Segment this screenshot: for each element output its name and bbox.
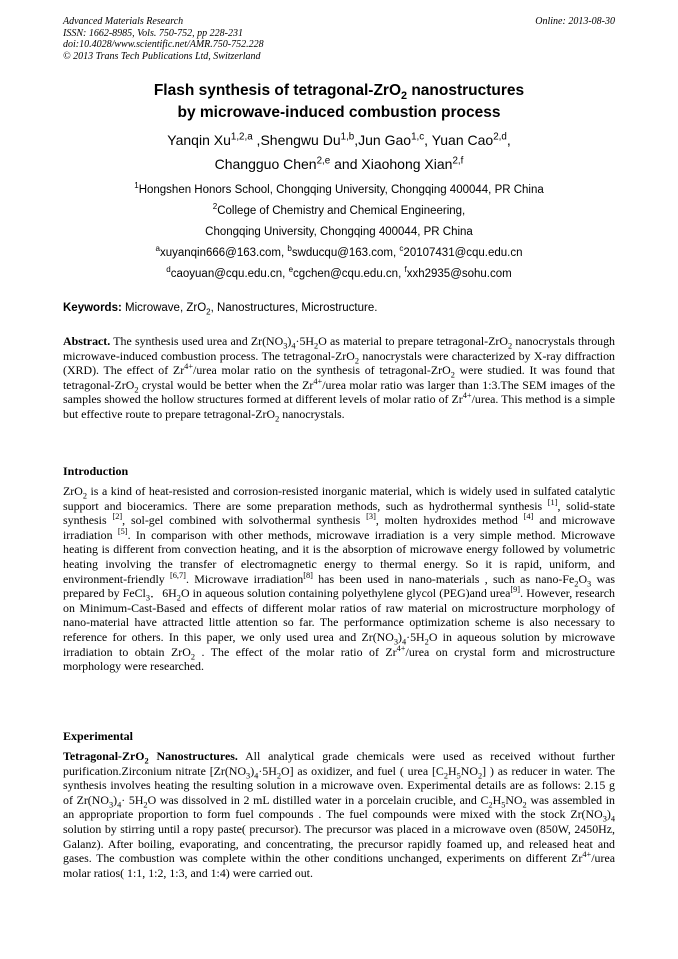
introduction-body: ZrO$_2$ is a kind of heat-resisted and corrosion-resisted inorganic material, which is widely used in sulfated catalytic support and bioceramics. There are some preparation methods, such as hydrothermal synthesis [1], solid-state synthesis [2], sol-gel combined with solvothermal synthesis [3], molten hydroxides method [4] and microwave irradiation [5]. In comparison with other methods, microwave irradiation is a very simple method. Microwave heating is different from convection heating, and it is the absorption of microwave energy followed by volumetric heating involving the transfer of electromagnetic energy to thermal energy. So it is rapid, uniform, and environment-friendly [6,7]. Microwave irradiation[8] has been used in nano-materials , such as nano-$Fe_2O_3$ was prepared by FeCl$_3$．$6H_2O$ in aqueous solution containing polyethylene glycol (PEG)and urea[9]. However, research on Minimum-Cast-Based and effects of different molar ratios of raw material on microstructure morphology of nano-material have attracted little attention so far. The performance optimization scheme is also necessary to reference for others. In this paper, we only used urea and $Zr(NO_3)_4\cdot 5H_2O$ in aqueous solution by microwave irradiation to obtain ZrO$_2$ . The effect of the molar ratio of $Zr^{4+}$/urea on crystal form and microstructure morphology were researched. [63,484,616,674]
journal-header [63,16,264,62]
issn: ISSN: 1662-8985, Vols. 750-752, pp 228-231 [63,27,243,39]
affiliation-2-address: Chongqing University, Chongqing 400044, PR China [205,226,473,238]
affiliation-1: $^1$Hongshen Honors School, Chongqing University, Chongqing 400044, PR China [134,181,544,196]
journal-name: Advanced Materials Research [63,16,184,27]
author: Jun Gao [358,132,412,148]
keywords: Keywords: Microwave, ZrO$_2$, Nanostructures, Microstructure. [63,302,378,317]
introduction-heading: Introduction [63,464,129,478]
citation: [6,7] [170,570,186,580]
copyright: © 2013 Trans Tech Publications Ltd, Switzerland [63,50,261,62]
citation: [4] [523,512,534,522]
author: Xiaohong Xian [361,156,453,172]
citation: [5] [117,526,128,536]
abstract: Abstract. The synthesis used urea and $Zr(NO_3)_4\cdot 5H_2O$ as material to prepare tetragonal-ZrO$_2$ nanocrystals through microwave-induced combustion process. The tetragonal-ZrO$_2$ nanocrystals were characterized by X-ray diffraction (XRD). The effect of $Zr^{4+}$/urea molar ratio on the synthesis of tetragonal-ZrO$_2$ were studied. It was found that tetragonal-ZrO$_2$ crystal would be better when the $Zr^{4+}$/urea molar ratio was larger than 1:3.The SEM images of the samples showed the hollow structures formed at different levels of molar ratio of $Zr^{4+}$/urea. This method is a simple but effective route to prepare tetragonal-ZrO$_2$ nanocrystals. [63,334,615,424]
author: Yanqin Xu [167,132,231,148]
citation: [2] [112,512,123,522]
author: Yuan Cao [431,132,494,148]
experimental-heading: Experimental [63,729,133,743]
online-date: Online: 2013-08-30 [535,16,615,27]
email-line-1: $^a$xuyanqin666@163.com, $^b$swducqu@163.com, $^c$20107431@cqu.edu.cn [155,244,523,259]
email-line-2: $^d$caoyuan@cqu.edu.cn, $^e$cgchen@cqu.edu.cn, $^f$xxh2935@sohu.com [166,265,512,280]
subsection-title: Tetragonal-ZrO$_2$ Nanostructures. [63,749,238,766]
affiliation-2: $^2$College of Chemistry and Chemical Engineering, [212,202,466,217]
citation: [3] [366,512,376,522]
author-list: Yanqin Xu$^{1,2,a}$ ,Shengwu Du$^{1,b}$,Jun Gao$^{1,c}$, Yuan Cao$^{2,d}$, Changguo Chen$^{2,e}$ and Xiaohong Xian$^{2,f}$ [167,131,511,172]
author: Shengwu Du [260,132,341,148]
paper-title: Flash synthesis of tetragonal-ZrO$_2$ nanostructures by microwave-induced combustion process [153,82,525,121]
doi: doi:10.4028/www.scientific.net/AMR.750-752.228 [63,39,264,50]
affiliations [0,180,678,285]
experimental-body: Tetragonal-ZrO$_2$ Nanostructures. All analytical grade chemicals were used as received without further purification.Zirconium nitrate $[Zr(NO_3)_4\cdot 5H_2O]$ as oxidizer, and fuel ( urea $[C_2H_5NO_2]$ ) as reducer in water. The synthesis involves heating the resulting solution in a microwave oven. Experimental details are as follows: 2.15 g of $Zr(NO_3)_4\cdot 5H_2O$ was dissolved in 2 mL distilled water in a porcelain crucible, and $C_2H_5NO_2$ was assembled in an appropriate proportion to form fuel compounds . The fuel compounds were mixed with the stock $Zr(NO_3)_4$ solution by stirring until a ropy paste( precursor). The precursor was placed in a microwave oven (850W, 2450Hz, Galanz). After boiling, evaporating, and concentrating, the precursor rapidly foamed up, and released heat and gases. The combustion was complete within the other conditions unchanged, experiments on different $Zr^{4+}$/urea molar ratios( 1:1, 1:2, 1:3, and 1:4) were carried out. [63,749,615,880]
citation: [8] [303,570,313,580]
citation: [9] [510,585,521,595]
citation: [1] [547,497,558,507]
author: Changguo Chen [214,156,317,172]
